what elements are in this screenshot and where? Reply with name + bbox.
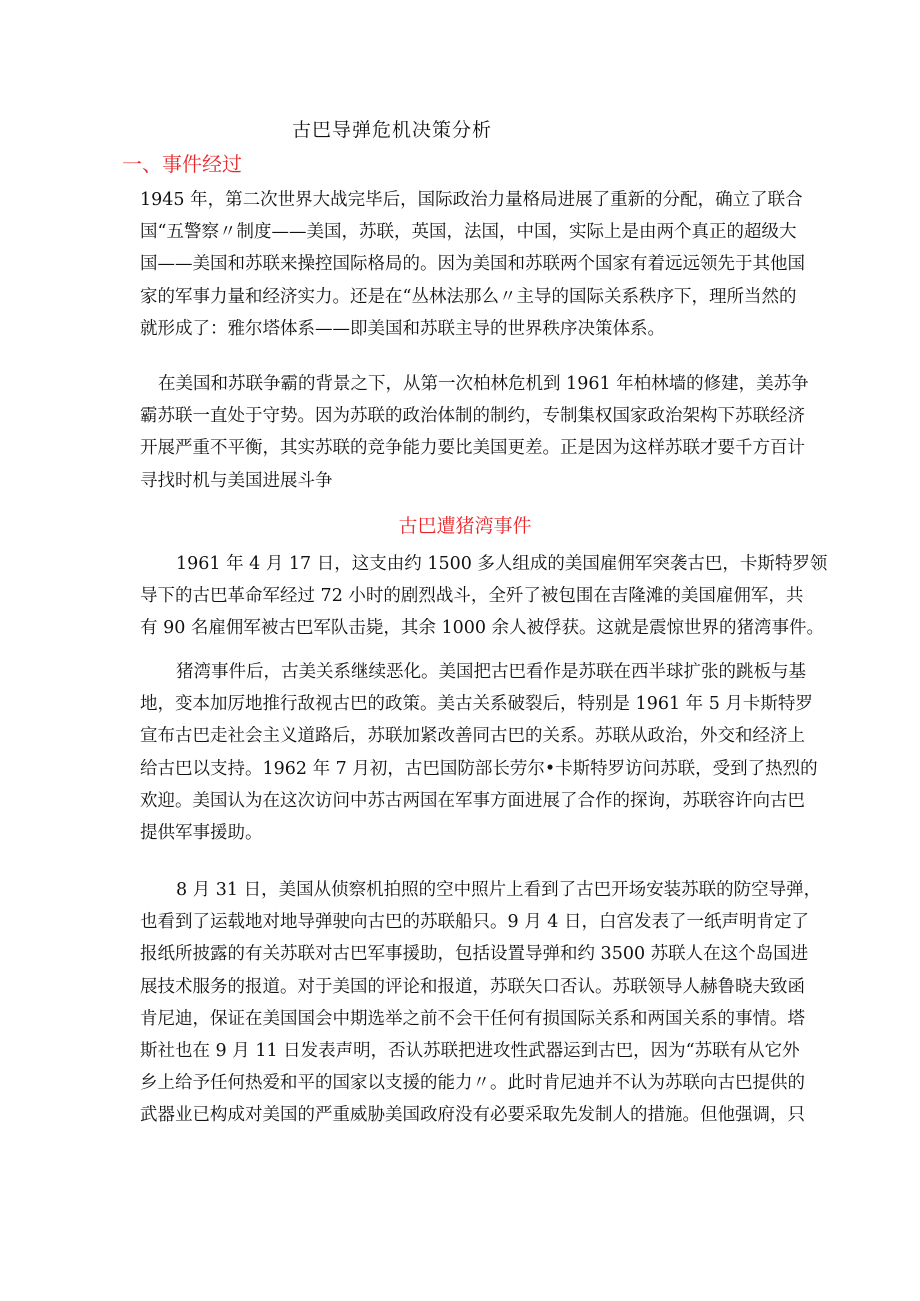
text-line: 1945 年，第二次世界大战完毕后，国际政治力量格局进展了重新的分配，确立了联合 (140, 190, 803, 210)
document-title: 古巴导弹危机决策分析 (292, 119, 493, 141)
text-line: 霸苏联一直处于守势。因为苏联的政治体制的制约，专制集权国家政治架构下苏联经济 (140, 406, 805, 427)
paragraph-aftermath (140, 656, 818, 849)
text-line: 给古巴以支持。1962 年 7 月初，古巴国防部长劳尔•卡斯特罗访问苏联，受到了热烈的 (140, 758, 818, 779)
text-line: 地，变本加厉地推行敌视古巴的政策。美古关系破裂后，特别是 1961 年 5 月卡斯特罗 (140, 694, 813, 715)
paragraph-bay-of-pigs (140, 548, 828, 645)
text-line: 乡上给予任何热爱和平的国家以支援的能力〃。此时肯尼迪并不认为苏联向古巴提供的 (140, 1073, 805, 1094)
paragraph-1945 (140, 184, 805, 345)
paragraph-august-31 (140, 874, 822, 1132)
text-line: 肯尼迪，保证在美国国会中期选举之前不会干任何有损国际关系和两国关系的事情。塔 (140, 1008, 805, 1029)
text-line: 就形成了：雅尔塔体系——即美国和苏联主导的世界秩序决策体系。 (140, 318, 665, 339)
text-line: 武器业已构成对美国的严重威胁美国政府没有必要采取先发制人的措施。但他强调，只 (140, 1105, 805, 1126)
section-heading-bay-of-pigs: 古巴遭猪湾事件 (398, 515, 532, 537)
text-line: 1961 年 4 月 17 日，这支由约 1500 多人组成的美国雇佣军突袭古巴，卡斯特罗领 (176, 554, 828, 574)
text-line: 在美国和苏联争霸的背景之下，从第一次柏林危机到 1961 年柏林墙的修建，美苏争 (158, 374, 809, 394)
text-line: 猪湾事件后，古美关系继续恶化。美国把古巴看作是苏联在西半球扩张的跳板与基 (176, 662, 806, 682)
text-line: 宣布古巴走社会主义道路后，苏联加紧改善同古巴的关系。苏联从政治，外交和经济上 (140, 726, 805, 747)
paragraph-cold-war (140, 368, 809, 497)
text-line: 提供军事援助。 (140, 823, 263, 844)
text-line: 斯社也在 9 月 11 日发表声明，否认苏联把进攻性武器运到古巴，因为“苏联有从它外 (140, 1041, 800, 1062)
text-line: 国“五警察〃制度——美国，苏联，英国，法国，中国，实际上是由两个真正的超级大 (140, 222, 797, 243)
text-line: 开展严重不平衡，其实苏联的竞争能力要比美国更差。正是因为这样苏联才要千方百计 (140, 438, 805, 459)
text-line: 家的军事力量和经济实力。还是在“丛林法那么〃主导的国际关系秩序下，理所当然的 (140, 286, 797, 307)
section-heading-event: 一、事件经过 (122, 152, 242, 176)
text-line: 也看到了运载地对地导弹驶向古巴的苏联船只。9 月 4 日，白宫发表了一纸声明肯定了 (140, 912, 809, 933)
text-line: 国——美国和苏联来操控国际格局的。因为美国和苏联两个国家有着远远领先于其他国 (140, 254, 805, 275)
text-line: 导下的古巴革命军经过 72 小时的剧烈战斗，全歼了被包围在吉隆滩的美国雇佣军，共 (140, 586, 804, 607)
text-line: 寻找时机与美国进展斗争 (140, 470, 333, 491)
text-line: 报纸所披露的有关苏联对古巴军事援助，包括设置导弹和约 3500 苏联人在这个岛国进 (140, 944, 809, 965)
text-line: 有 90 名雇佣军被古巴军队击毙，其余 1000 余人被俘获。这就是震惊世界的猪湾事件。 (140, 618, 825, 639)
text-line: 8 月 31 日，美国从侦察机拍照的空中照片上看到了古巴开场安装苏联的防空导弹， (176, 880, 822, 900)
text-line: 展技术服务的报道。对于美国的评论和报道，苏联矢口否认。苏联领导人赫鲁晓夫致函 (140, 976, 805, 997)
text-line: 欢迎。美国认为在这次访问中苏古两国在军事方面进展了合作的探询，苏联容许向古巴 (140, 790, 805, 811)
